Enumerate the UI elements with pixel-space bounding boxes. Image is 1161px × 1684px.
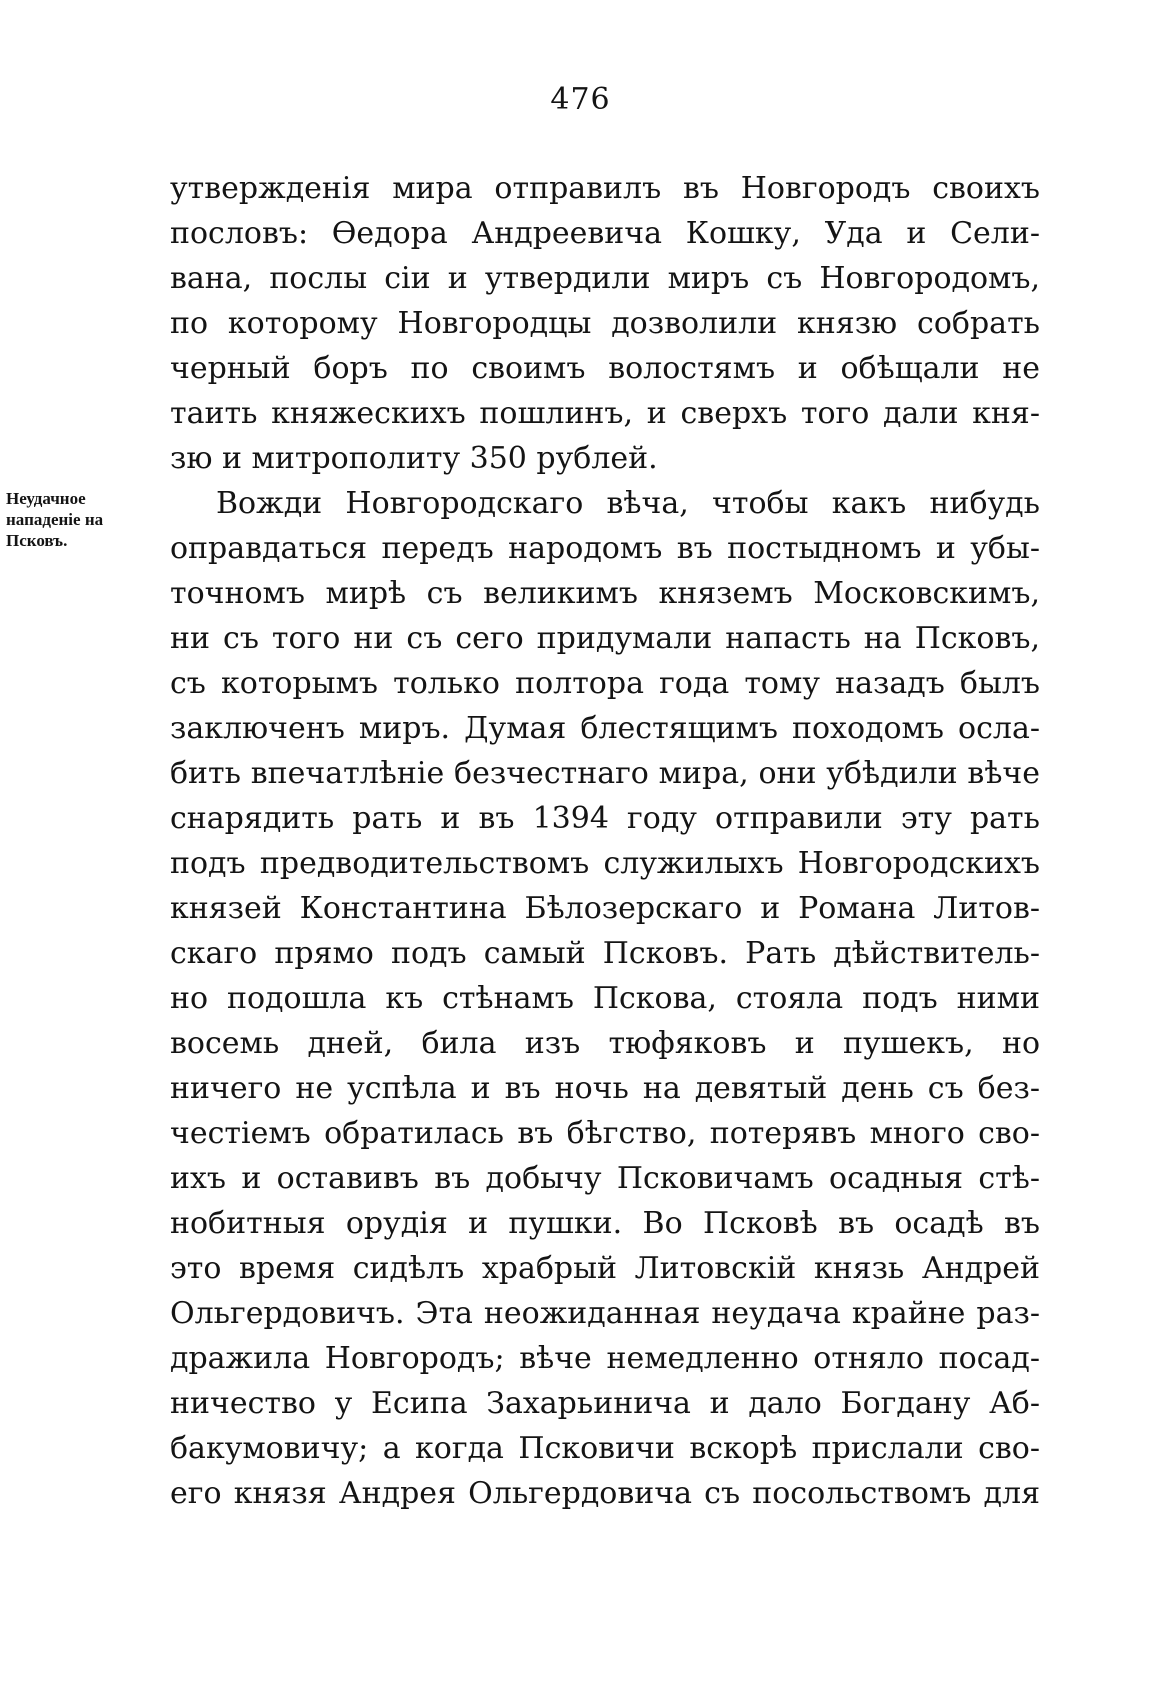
- text-line: утвержденія мира отправилъ въ Новгородъ своихъ: [170, 171, 1040, 206]
- paragraph-2: [170, 481, 1040, 1516]
- text-line: это время сидѣлъ храбрый Литовскій князь Андрей: [170, 1251, 1040, 1286]
- text-line: Ольгердовичъ. Эта неожиданная неудача крайне раз-: [170, 1296, 1040, 1331]
- text-line: князей Константина Бѣлозерскаго и Романа Литов-: [170, 891, 1040, 926]
- text-line: оправдаться передъ народомъ въ постыдномъ и убы-: [170, 531, 1040, 566]
- text-line: ихъ и оставивъ въ добычу Псковичамъ осадныя стѣ-: [170, 1161, 1040, 1196]
- text-line: дражила Новгородъ; вѣче немедленно отняло посад-: [170, 1341, 1040, 1376]
- text-line: нобитныя орудія и пушки. Во Псковѣ въ осадѣ въ: [170, 1206, 1040, 1241]
- text-line: бакумовичу; а когда Псковичи вскорѣ прислали сво-: [170, 1431, 1040, 1466]
- margin-note: [6, 488, 166, 551]
- page-number: 476: [550, 82, 611, 117]
- text-line: честіемъ обратилась въ бѣгство, потерявъ много сво-: [170, 1116, 1040, 1151]
- text-line: вана, послы сіи и утвердили миръ съ Новгородомъ,: [170, 261, 1040, 296]
- text-line: таить княжескихъ пошлинъ, и сверхъ того дали кня-: [170, 396, 1040, 431]
- text-line: восемь дней, била изъ тюфяковъ и пушекъ, но: [170, 1026, 1040, 1061]
- text-line: заключенъ миръ. Думая блестящимъ походомъ осла-: [170, 711, 1040, 746]
- text-line: по которому Новгородцы дозволили князю собрать: [170, 306, 1040, 341]
- text-line: ни съ того ни съ сего придумали напасть на Псковъ,: [170, 621, 1040, 656]
- text-line: черный боръ по своимъ волостямъ и обѣщали не: [170, 351, 1040, 386]
- paragraph-1: [170, 166, 1040, 481]
- body-text: [170, 166, 1040, 1516]
- text-line: точномъ мирѣ съ великимъ княземъ Московскимъ,: [170, 576, 1040, 611]
- text-line: зю и митрополиту 350 рублей.: [170, 441, 658, 476]
- margin-note-line: Псковъ.: [6, 531, 68, 550]
- text-line: ничего не успѣла и въ ночь на девятый день съ без-: [170, 1071, 1040, 1106]
- margin-note-line: Неудачное: [6, 489, 86, 508]
- text-line: ничество у Есипа Захарьинича и дало Богдану Аб-: [170, 1386, 1040, 1421]
- text-line: но подошла къ стѣнамъ Пскова, стояла подъ ними: [170, 981, 1040, 1016]
- text-line: Вожди Новгородскаго вѣча, чтобы какъ нибудь: [216, 486, 1040, 521]
- text-line: съ которымъ только полтора года тому назадъ былъ: [170, 666, 1040, 701]
- text-line: пословъ: Ѳедора Андреевича Кошку, Уда и Сели-: [170, 216, 1040, 251]
- text-line: бить впечатлѣніе безчестнаго мира, они убѣдили вѣче: [170, 756, 1040, 791]
- text-line: снарядить рать и въ 1394 году отправили эту рать: [170, 801, 1040, 836]
- text-line: его князя Андрея Ольгердовича съ посольствомъ для: [170, 1476, 1040, 1511]
- margin-note-line: нападеніе на: [6, 510, 104, 529]
- text-line: скаго прямо подъ самый Псковъ. Рать дѣйствитель-: [170, 936, 1040, 971]
- text-line: подъ предводительствомъ служилыхъ Новгородскихъ: [170, 846, 1040, 881]
